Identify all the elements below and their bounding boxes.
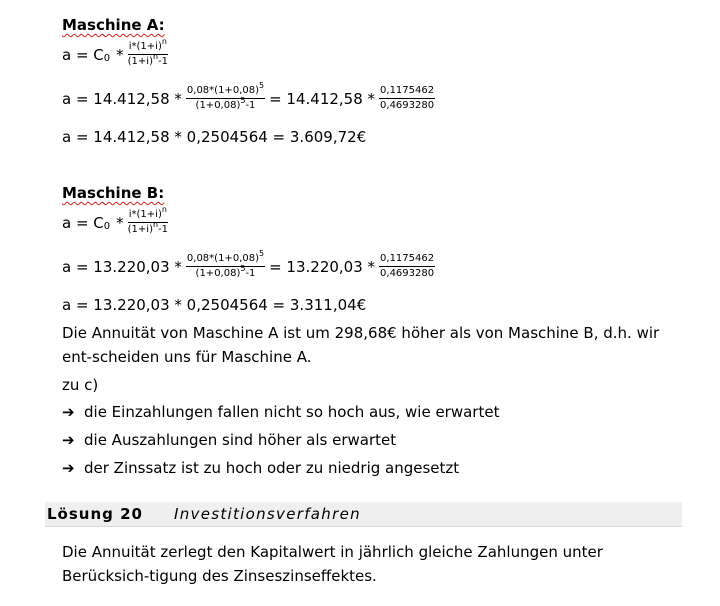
result-denominator: 0,4693280 [380,268,435,279]
formula-lhs: a = C [62,45,104,64]
calc-result-fraction [379,254,435,279]
calc-denominator-exponent: 5 [240,96,246,105]
numerator-exponent: n [161,205,167,214]
calc-middle: = 13.220,03 * [269,257,376,276]
machine-a-calculation-fraction [62,81,439,111]
calc-denominator: (1+0,08) [195,268,241,279]
fraction-numerator: i*(1+i) [128,209,162,220]
denominator-exponent: n [152,52,159,61]
calc-fraction [186,249,265,279]
formula-lhs: a = C [62,213,104,232]
machine-a-heading: Maschine A: [62,16,165,34]
fraction-denominator: (1+i) [127,224,153,235]
calc-middle: = 14.412,58 * [269,89,376,108]
section-label: Lösung 20 [47,505,143,523]
calc-denominator: (1+0,08) [195,100,241,111]
numerator-exponent: n [161,37,167,46]
calc-fraction [186,81,265,111]
arrow-right-icon: ➔ [62,459,75,477]
machine-b-heading: Maschine B: [62,184,165,202]
denominator-tail: -1 [158,224,169,235]
calc-lhs: a = 14.412,58 * [62,89,182,108]
machine-b-result: a = 13.220,03 * 0,2504564 = 3.311,04€ [62,296,367,314]
fraction-denominator: (1+i) [127,56,153,67]
machine-a-formula [62,37,172,67]
calc-numerator-exponent: 5 [258,81,265,90]
list-item-text: der Zinssatz ist zu hoch oder zu niedrig angesetzt [84,459,460,477]
formula-operator: * [116,45,124,64]
result-denominator: 0,4693280 [380,100,435,111]
machine-b-formula [62,205,172,235]
list-item-text: die Auszahlungen sind höher als erwartet [84,431,397,449]
calc-denominator-exponent: 5 [240,264,246,273]
formula-operator: * [116,213,124,232]
arrow-right-icon: ➔ [62,431,75,449]
result-numerator: 0,1175462 [379,86,435,99]
conclusion-paragraph: Die Annuität von Maschine A ist um 298,68€ höher als von Maschine B, d.h. wir ent-scheiden uns für Maschine A. [62,324,660,366]
calc-denominator-tail: -1 [245,268,256,279]
calc-result-fraction [379,86,435,111]
calc-lhs: a = 13.220,03 * [62,257,182,276]
denominator-exponent: n [152,220,159,229]
formula-fraction [127,205,169,235]
part-c-item-2 [62,428,680,452]
list-item-text: die Einzahlungen fallen nicht so hoch aus, wie erwartet [84,403,500,421]
part-c-item-1 [62,400,680,424]
calc-numerator: 0,08*(1+0,08) [186,85,259,96]
part-c-label: zu c) [62,376,99,394]
formula-fraction [127,37,169,67]
section-title: Investitionsverfahren [174,505,361,523]
formula-subscript: 0 [103,221,111,232]
calc-denominator-tail: -1 [245,100,256,111]
arrow-right-icon: ➔ [62,403,75,421]
part-c-item-3 [62,456,680,480]
result-numerator: 0,1175462 [379,254,435,267]
calc-numerator: 0,08*(1+0,08) [186,253,259,264]
fraction-numerator: i*(1+i) [128,41,162,52]
section-paragraph: Die Annuität zerlegt den Kapitalwert in jährlich gleiche Zahlungen unter Berücksich-tigung des Zinseszinseffektes. [62,543,603,585]
denominator-tail: -1 [158,56,169,67]
machine-a-result: a = 14.412,58 * 0,2504564 = 3.609,72€ [62,128,367,146]
machine-b-calculation-fraction [62,249,439,279]
formula-subscript: 0 [103,53,111,64]
calc-numerator-exponent: 5 [258,249,265,258]
